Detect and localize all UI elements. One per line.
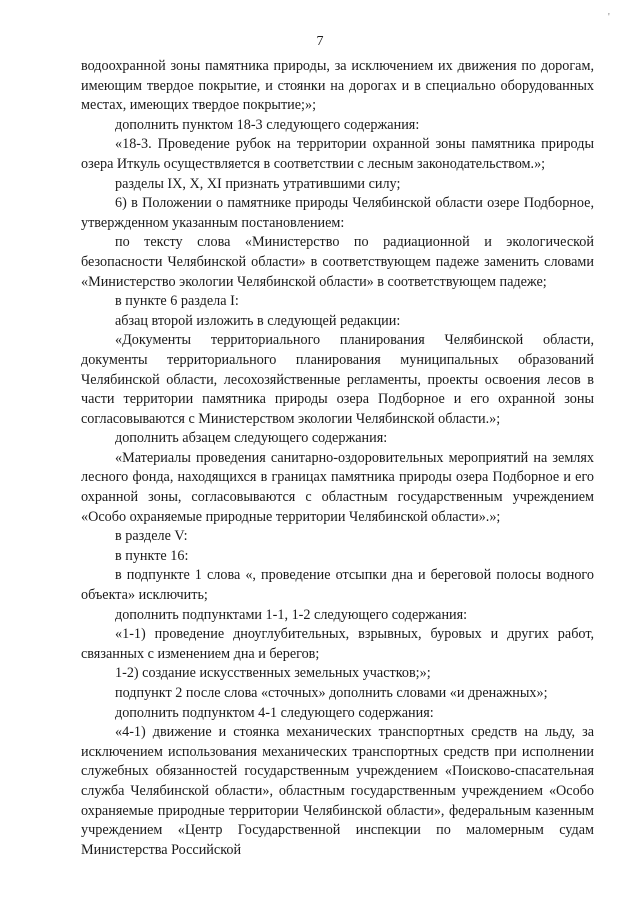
paragraph: 6) в Положении о памятнике природы Челябинской области озере Подборное, утвержденном указанным постановлением: [81, 195, 594, 231]
body-text [81, 57, 594, 860]
paragraph: разделы IX, X, XI признать утратившими силу; [115, 175, 401, 192]
paragraph: «1-1) проведение дноуглубительных, взрывных, буровых и других работ, связанных с изменением дна и берегов; [81, 626, 594, 662]
corner-mark: ' [608, 12, 610, 23]
paragraph: дополнить подпунктом 4-1 следующего содержания: [115, 704, 434, 721]
paragraph: «Материалы проведения санитарно-оздоровительных мероприятий на землях лесного фонда, находящихся в границах памятника природы озера Подборное и его охранной зоны, согласовываются с областным государственным учреждением «Особо охраняемые природные территории Челябинской области».»; [81, 449, 594, 525]
paragraph: «Документы территориального планирования Челябинской области, документы территориального планирования муниципальных образований Челябинской области, лесохозяйственные регламенты, проекты освоения лесов в части территории памятника природы озера Подборное и его охранной зоны согласовываются с Министерством экологии Челябинской области.»; [81, 332, 594, 427]
paragraph: по тексту слова «Министерство по радиационной и экологической безопасности Челябинской области» в соответствующем падеже заменить словами «Министерство экологии Челябинской области» в соответствующем падеже; [81, 234, 594, 290]
paragraph: дополнить абзацем следующего содержания: [115, 430, 388, 447]
paragraph: дополнить пунктом 18-3 следующего содержания: [115, 116, 420, 133]
page-number: 7 [316, 34, 324, 49]
paragraph: в пункте 16: [115, 547, 189, 564]
paragraph: в разделе V: [115, 528, 188, 545]
paragraph: «4-1) движение и стоянка механических транспортных средств на льду, за исключением использования механических транспортных средств при исполнении служебных обязанностей государственным учреждением «Поисково-спасательная служба Челябинской области», областным государственным учреждением «Особо охраняемые природные территории Челябинской области», федеральным казенным учреждением «Центр Государственной инспекции по маломерным судам Министерства Российской [81, 724, 594, 858]
paragraph: 1-2) создание искусственных земельных участков;»; [115, 665, 431, 682]
paragraph: «18-3. Проведение рубок на территории охранной зоны памятника природы озера Иткуль осуществляется в соответствии с лесным законодательством.»; [81, 136, 594, 172]
paragraph: в пункте 6 раздела I: [115, 293, 239, 310]
paragraph: абзац второй изложить в следующей редакции: [115, 312, 401, 329]
paragraph: дополнить подпунктами 1-1, 1-2 следующего содержания: [115, 606, 468, 623]
paragraph: подпункт 2 после слова «сточных» дополнить словами «и дренажных»; [115, 685, 548, 701]
paragraph: водоохранной зоны памятника природы, за исключением их движения по дорогам, имеющим твердое покрытие, и стоянки на дорогах и в специально оборудованных местах, имеющих твердое покрытие;»; [81, 58, 594, 114]
paragraph: в подпункте 1 слова «, проведение отсыпки дна и береговой полосы водного объекта» исключить; [81, 567, 594, 604]
